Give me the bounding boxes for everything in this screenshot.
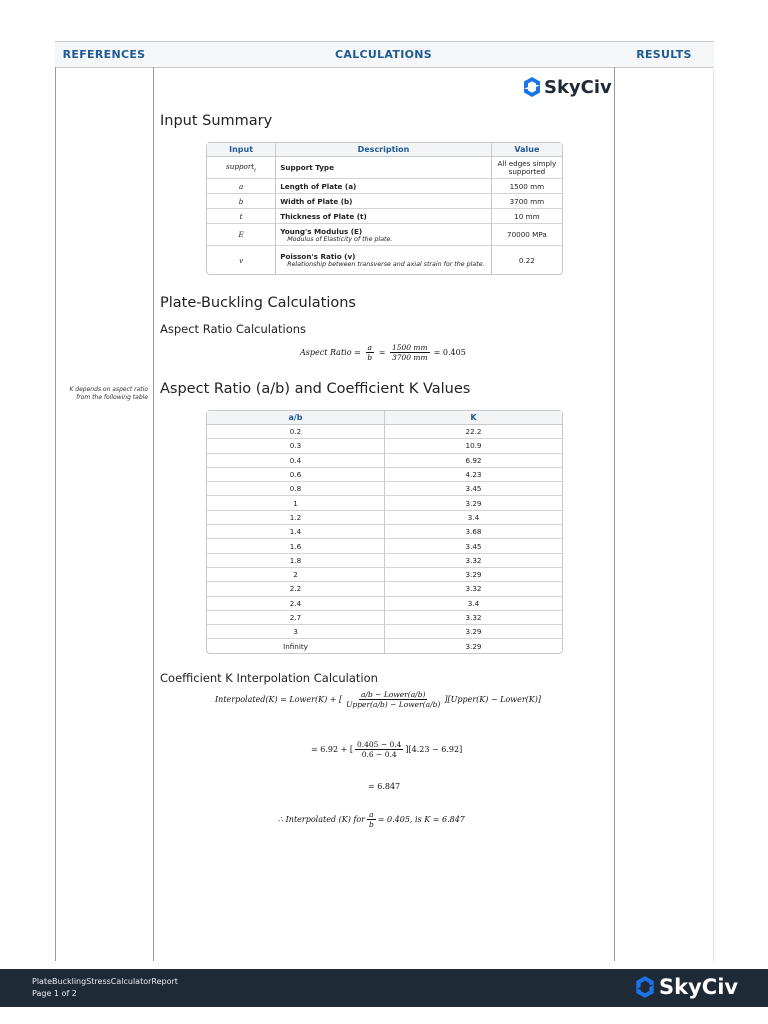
k-value-cell: 3.32 [384, 582, 562, 596]
skyciv-logo-text: SkyCiv [544, 76, 612, 98]
table-row [207, 224, 562, 246]
table-row [207, 194, 562, 209]
k-value-cell: 3.32 [384, 611, 562, 625]
reference-note: K depends on aspect ratio from the following table [69, 386, 148, 401]
k-value-cell: 3.29 [384, 496, 562, 510]
interpolation-conclusion: ∴ Interpolated (K) for $\frac{a}{b}$ = 0.405, is K = 6.847 [278, 810, 465, 829]
k-value-cell: 3.29 [384, 625, 562, 639]
aspect-ratio-cell: 0.6 [207, 468, 384, 482]
aspect-ratio-cell: 2.4 [207, 597, 384, 611]
table-header-row [207, 411, 562, 425]
table-row [207, 439, 562, 453]
table-row [207, 525, 562, 539]
fraction: $\frac{a}{b}$ [367, 343, 373, 362]
input-symbol: t [207, 209, 275, 224]
table-header-row [207, 143, 562, 157]
table-row [207, 625, 562, 639]
k-table-body [207, 425, 562, 653]
k-value-cell: 10.9 [384, 439, 562, 453]
column-divider [713, 67, 714, 961]
table-row [207, 179, 562, 194]
aspect-ratio-equation: Aspect Ratio = $\frac{a}{b}$ = $\frac{1500 mm}{3700 mm}$ = 0.405 [300, 343, 466, 362]
table-row [207, 568, 562, 582]
skyciv-logo-icon [634, 975, 656, 999]
table-row [207, 582, 562, 596]
column-divider [614, 67, 615, 961]
page-number: Page 1 of 2 [32, 989, 77, 998]
references-header: REFERENCES [62, 48, 146, 61]
aspect-ratio-cell: 0.4 [207, 454, 384, 468]
fraction: $\frac{1500 mm}{3700 mm}$ [391, 343, 428, 362]
k-value-cell: 3.45 [384, 482, 562, 496]
input-symbol: b [207, 194, 275, 209]
input-description: Length of Plate (a) [275, 179, 491, 194]
aspect-ratio-cell: 2 [207, 568, 384, 582]
input-description: Young's Modulus (E) Modulus of Elasticity of the plate. [275, 224, 491, 246]
table-row [207, 511, 562, 525]
input-value: 10 mm [491, 209, 562, 224]
table-row [207, 209, 562, 224]
table-row [207, 468, 562, 482]
aspect-ratio-cell: 1.4 [207, 525, 384, 539]
column-header: Description [275, 143, 491, 157]
k-values-table [206, 410, 563, 654]
input-value: 1500 mm [491, 179, 562, 194]
table-row [207, 496, 562, 510]
table-row [207, 539, 562, 553]
aspect-ratio-cell: 2.2 [207, 582, 384, 596]
k-value-cell: 22.2 [384, 425, 562, 439]
k-value-cell: 3.45 [384, 539, 562, 553]
input-summary-table [206, 142, 563, 275]
input-symbol: v [239, 255, 244, 265]
aspect-ratio-result: = 0.405 [433, 348, 466, 357]
column-header: Input [207, 143, 275, 157]
aspect-ratio-title: Aspect Ratio Calculations [160, 322, 307, 336]
aspect-ratio-cell: 1.6 [207, 539, 384, 553]
column-divider [55, 67, 56, 961]
table-row [207, 425, 562, 439]
input-description: Thickness of Plate (t) [275, 209, 491, 224]
k-value-cell: 3.29 [384, 568, 562, 582]
input-description: Width of Plate (b) [275, 194, 491, 209]
k-value-cell: 3.32 [384, 554, 562, 568]
k-value-cell: 3.4 [384, 597, 562, 611]
k-table-title: Aspect Ratio (a/b) and Coefficient K Values [160, 381, 471, 397]
input-symbol: E [207, 224, 275, 246]
input-value: 3700 mm [491, 194, 562, 209]
input-value: All edges simply supported [491, 157, 562, 179]
fraction: $\frac{a}{b}$ [368, 810, 374, 829]
page-footer [0, 969, 768, 1007]
aspect-ratio-cell: 1.8 [207, 554, 384, 568]
interpolation-formula: Interpolated(K) = Lower(K) + [ $\frac{\text{a/b − Lower(a/b)}}{\text{Upper(a/b) − Lower(a/b)}}$ ][Upper(K) − Lower(K)] [215, 690, 542, 709]
column-header: K [384, 411, 562, 425]
aspect-ratio-cell: 1 [207, 496, 384, 510]
calculations-header: CALCULATIONS [335, 48, 432, 61]
skyciv-logo [522, 76, 612, 98]
table-row [207, 482, 562, 496]
input-symbol: support$_t$ [207, 157, 275, 179]
results-header: RESULTS [636, 48, 692, 61]
table-row [207, 157, 562, 179]
table-row [207, 454, 562, 468]
aspect-ratio-cell: 0.3 [207, 439, 384, 453]
input-value: 0.22 [491, 246, 562, 274]
input-description: Poisson's Ratio (v) Relationship between transverse and axial strain for the plate. [275, 246, 491, 274]
interpolation-title: Coefficient K Interpolation Calculation [160, 671, 378, 685]
footer-logo-text: SkyCiv [659, 975, 739, 999]
fraction: $\frac{0.405 - 0.4}{0.6 - 0.4}$ [356, 740, 402, 759]
aspect-ratio-cell: 1.2 [207, 511, 384, 525]
table-row [207, 597, 562, 611]
skyciv-logo-icon [522, 76, 542, 98]
aspect-ratio-cell: Infinity [283, 641, 308, 651]
interpolation-substitution: = 6.92 + [ $\frac{0.405 - 0.4}{0.6 - 0.4}$ ][4.23 − 6.92] [311, 740, 463, 759]
k-value-cell: 3.68 [384, 525, 562, 539]
k-value-cell: 4.23 [384, 468, 562, 482]
input-value: 70000 MPa [491, 224, 562, 246]
k-value-cell: 6.92 [384, 454, 562, 468]
table-row [207, 554, 562, 568]
footer-logo [634, 975, 738, 999]
aspect-ratio-cell: 0.2 [207, 425, 384, 439]
input-description: Support Type [275, 157, 491, 179]
input-symbol: a [207, 179, 275, 194]
table-row [207, 639, 562, 652]
aspect-ratio-cell: 2.7 [207, 611, 384, 625]
column-header: Value [491, 143, 562, 157]
k-value-cell: 3.4 [384, 511, 562, 525]
report-name: PlateBucklingStressCalculatorReport [32, 977, 178, 986]
column-header: a/b [207, 411, 384, 425]
interpolation-result: = 6.847 [368, 782, 401, 791]
aspect-ratio-cell: 3 [207, 625, 384, 639]
report-header-row [55, 41, 714, 68]
aspect-ratio-cell: 0.8 [207, 482, 384, 496]
fraction: $\frac{\text{a/b − Lower(a/b)}}{\text{Upper(a/b) − Lower(a/b)}}$ [346, 690, 441, 709]
input-summary-title: Input Summary [160, 113, 273, 129]
table-row [207, 611, 562, 625]
k-value-cell: 3.29 [384, 639, 562, 652]
plate-buckling-title: Plate-Buckling Calculations [160, 295, 356, 311]
table-row [207, 246, 562, 274]
aspect-ratio-lhs: Aspect Ratio [300, 348, 352, 357]
column-divider [153, 67, 154, 961]
